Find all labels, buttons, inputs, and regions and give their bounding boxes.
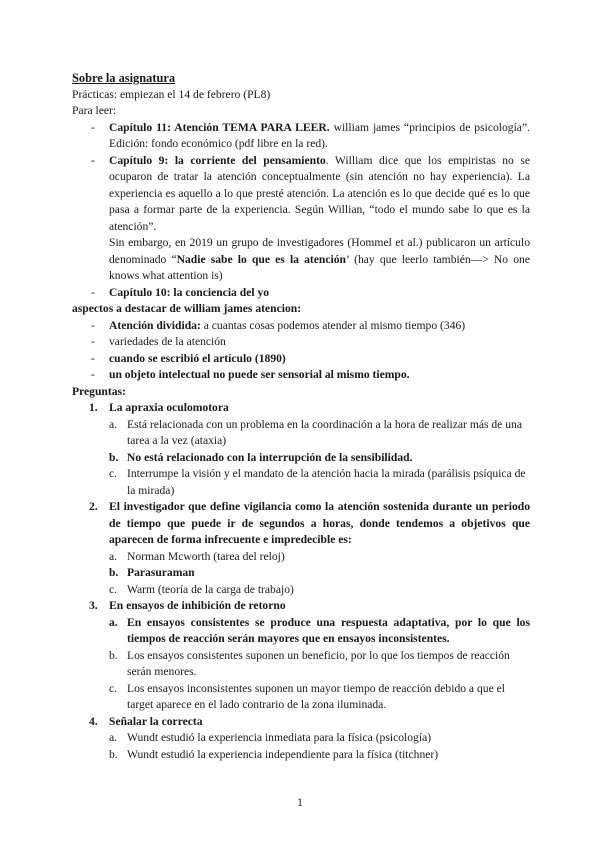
options-list [109,730,530,763]
reading-item [72,285,530,302]
option-item [109,582,530,599]
reading-title: Capítulo 10: la conciencia del yo [109,285,270,299]
option-text: Interrumpe la visión y el mandato de la atención hacia la mirada (parálisis psíquica de la mirada) [127,467,526,497]
option-item [109,648,530,681]
aspect-item: - Atención dividida: a cuantas cosas podemos atender al mismo tiempo (346) [72,318,530,335]
option-item [109,549,530,566]
option-item [109,417,530,450]
option-item [109,565,530,582]
aspect-item: - cuando se escribió el artículo (1890) [72,351,530,368]
question-number: 3. [89,599,98,612]
para-leer-line: Para leer: [72,104,117,117]
option-text: Está relacionada con un problema en la coordinación a la hora de realizar más de una tarea a la vez (ataxia) [127,417,522,447]
page-content [72,70,530,763]
option-text: En ensayos consistentes se produce una respuesta adaptativa, por lo que los tiempos de reacción serán mayores que en ensayos inconsistentes. [127,615,530,645]
questions-heading: Preguntas: [72,384,126,398]
option-letter: b. [109,747,118,761]
option-letter: a. [109,731,118,744]
option-text: Parasuraman [127,566,195,579]
option-item [109,730,530,747]
aspect-item: - variedades de la atención [72,334,530,351]
option-letter: a. [109,549,118,563]
option-item [109,466,530,499]
reading-extra: Sin embargo, en 2019 un grupo de investigadores (Hommel et al.) publicaron un artículo denominado “Nadie sabe lo que es la atención’ (hay que leerlo también—> No one knows what attention is) [109,236,530,282]
aspect-item: - un objeto intelectual no puede ser sensorial al mismo tiempo. [72,367,530,384]
question-item [72,400,530,499]
option-letter: b. [109,566,119,579]
option-item [109,615,530,648]
option-letter: c. [109,681,118,695]
option-text: Los ensayos consistentes suponen un beneficio, por lo que los tiempos de reacción serán menores. [127,648,510,678]
option-item [109,747,530,764]
option-text: Norman Mcworth (tarea del reloj) [127,549,285,563]
options-list [109,549,530,599]
option-text: No está relacionado con la interrupción de la sensibilidad. [127,450,413,464]
question-item [72,598,530,714]
option-letter: a. [109,615,118,629]
question-number: 2. [89,500,98,513]
reading-item [72,153,530,285]
option-text: Wundt estudió la experiencia inmediata para la física (psicología) [127,731,432,744]
reading-text: william james “principios de psicología”. Edición: fondo económico (pdf libre en la red). [109,120,530,150]
option-letter: c. [109,467,118,480]
question-item [72,714,530,764]
question-number: 4. [89,714,98,728]
options-list [109,615,530,714]
page-number: 1 [297,796,303,809]
question-number: 1. [89,401,98,414]
question-text: En ensayos de inhibición de retorno [109,599,286,612]
page-title: Sobre la asignatura [72,71,176,85]
option-letter: b. [109,450,119,464]
question-item [72,499,530,598]
option-letter: b. [109,648,118,662]
option-text: Warm (teoría de la carga de trabajo) [127,582,294,596]
reading-item [72,120,530,153]
reading-title: Capítulo 9: la corriente del pensamiento [109,153,326,167]
reading-text: . William dice que los empiristas no se ocuparon de tratar la atención conceptualmente (sin atención no hay experiencia). La experiencia es aquello a lo que presté atención. La atención es lo que decide qué es lo que pasa a formar parte de la experiencia. Según Willian, “todo el mundo sabe lo que es la atención”. [109,153,530,233]
question-text: La apraxia oculomotora [109,401,229,414]
option-item [109,681,530,714]
question-text: El investigador que define vigilancia como la atención sostenida durante un periodo de tiempo que puede ir de segundos a horas, donde tendemos a objetivos que aparecen de forma infrecuente e impredecible es: [109,500,530,546]
question-text: Señalar la correcta [109,714,203,728]
aspects-heading: aspectos a destacar de william james atencion: [72,302,302,315]
option-text: Los ensayos inconsistentes suponen un mayor tiempo de reacción debido a que el target aparece en el lado contrario de la zona iluminada. [127,681,505,711]
reading-title: Capítulo 11: Atención TEMA PARA LEER. [109,120,330,134]
practicas-line: Prácticas: empiezan el 14 de febrero (PL8) [72,87,271,101]
aspects-list [72,318,530,384]
option-text: Wundt estudió la experiencia independiente para la física (titchner) [127,747,439,761]
options-list [109,417,530,500]
readings-list [72,120,530,302]
option-item [109,450,530,467]
questions-list [72,400,530,763]
option-letter: a. [109,417,118,431]
option-letter: c. [109,582,118,596]
